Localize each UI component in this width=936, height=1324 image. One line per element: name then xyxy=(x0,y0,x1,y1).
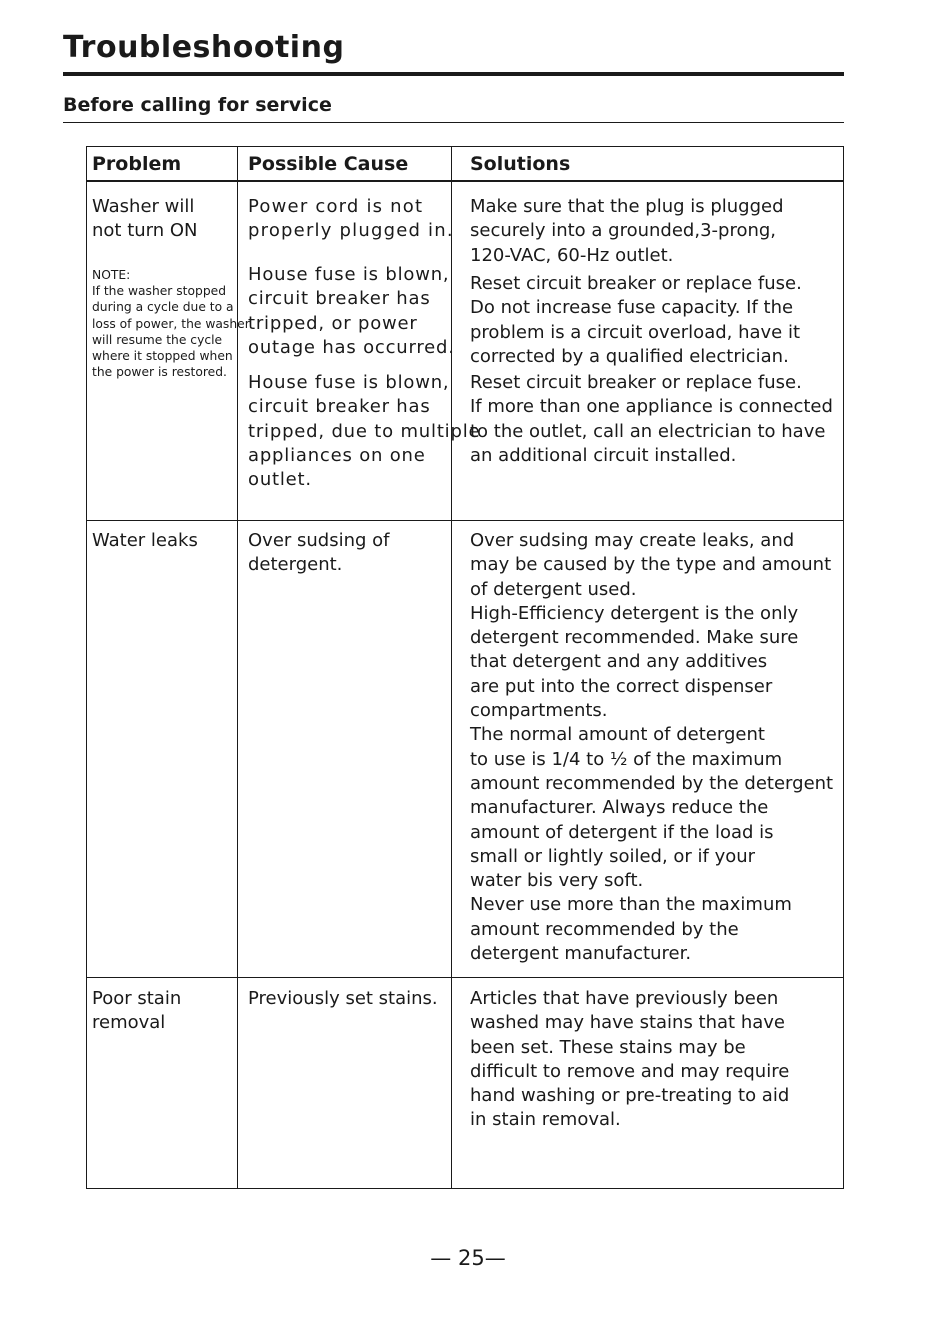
problem-washer-not-on: Washer will not turn ON xyxy=(92,196,198,242)
section-title: Before calling for service xyxy=(63,94,332,116)
solution-set-stains: Articles that have previously been washed may have stains that have been set. These stains may be difficult to remove and may require hand washing or pre-treating to aid in stain removal. xyxy=(470,988,790,1131)
header-divider xyxy=(87,180,843,182)
cause-fuse-blown: House fuse is blown, circuit breaker has tripped, or power outage has occurred. xyxy=(248,264,455,358)
cause-previously-set-stains: Previously set stains. xyxy=(248,988,438,1009)
row-divider xyxy=(87,977,843,978)
header-possible-cause: Possible Cause xyxy=(248,153,409,175)
troubleshooting-table xyxy=(86,146,844,1189)
header-problem: Problem xyxy=(92,153,182,175)
solution-plug: Make sure that the plug is plugged securely into a grounded,3-prong, 120-VAC, 60-Hz outlet. xyxy=(470,196,784,266)
cause-power-cord: Power cord is not properly plugged in. xyxy=(248,196,454,242)
row-divider xyxy=(87,520,843,521)
cause-over-sudsing: Over sudsing of detergent. xyxy=(248,530,390,576)
title-rule xyxy=(63,72,844,76)
solution-over-sudsing: Over sudsing may create leaks, and may be caused by the type and amount of detergent used. High-Efficiency detergent is the only detergent recommended. Make sure that detergent and any additives are put into the correct dispenser compartments. The normal amount of detergent to use is 1/4 to ½ of the maximum amount recommended by the detergent manufacturer. Always reduce the amount of detergent if the load is small or lightly soiled, or if your water bis very soft. Never use more than the maximum amount recommended by the detergent manufacturer. xyxy=(470,530,834,965)
solution-reset-breaker: Reset circuit breaker or replace fuse. Do not increase fuse capacity. If the problem is a circuit overload, have it corrected by a qualified electrician. xyxy=(470,273,802,367)
page-number: — 25— xyxy=(430,1246,506,1270)
problem-water-leaks: Water leaks xyxy=(92,530,198,551)
section-rule xyxy=(63,122,844,123)
header-solutions: Solutions xyxy=(470,153,571,175)
page-title: Troubleshooting xyxy=(63,30,345,65)
power-loss-note: NOTE: If the washer stopped during a cycle due to a loss of power, the washer will resume the cycle where it stopped when the power is restored. xyxy=(92,268,250,380)
solution-additional-circuit: Reset circuit breaker or replace fuse. If more than one appliance is connected to the outlet, call an electrician to have an additional circuit installed. xyxy=(470,372,833,466)
problem-poor-stain-removal: Poor stain removal xyxy=(92,988,182,1034)
cause-multiple-appliances: House fuse is blown, circuit breaker has tripped, due to multiple appliances on one outlet. xyxy=(248,372,481,491)
